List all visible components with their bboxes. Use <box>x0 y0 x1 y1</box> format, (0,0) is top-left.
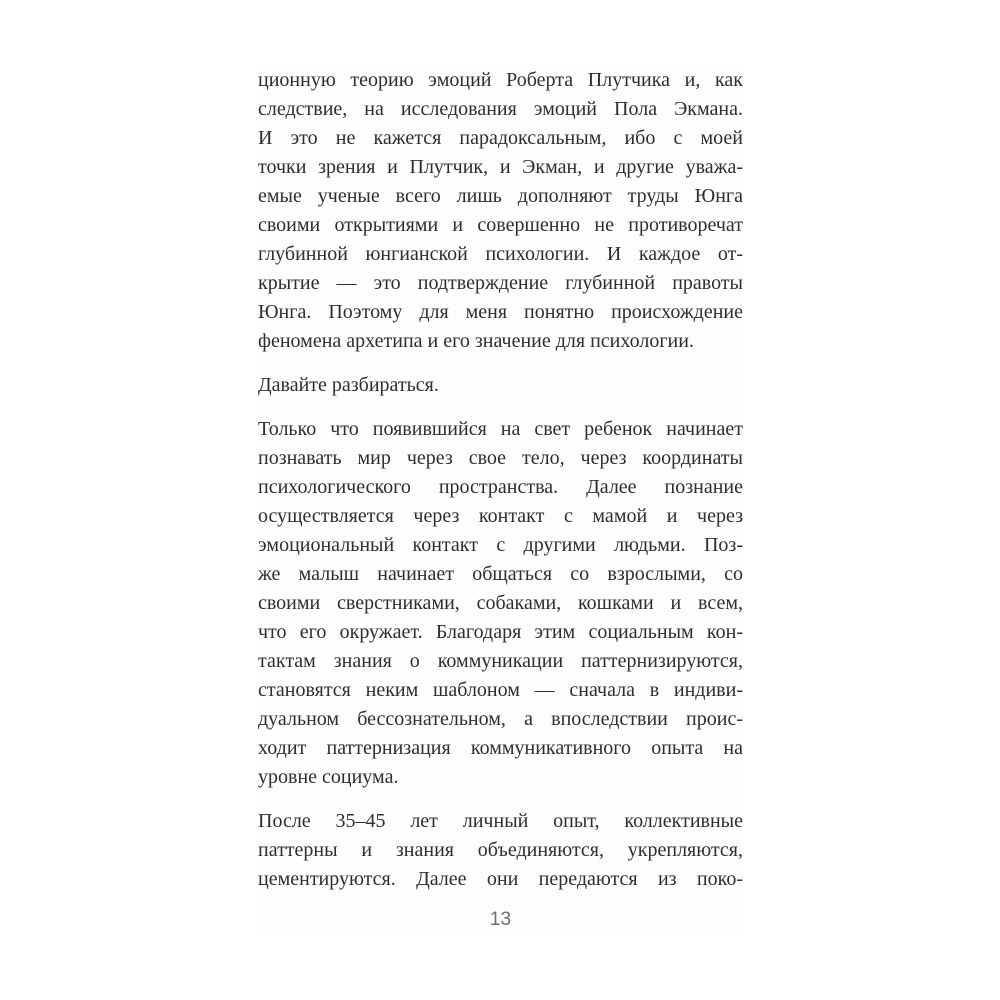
text-line: Только что появившийся на свет ребенок начинает <box>258 418 743 440</box>
paragraph <box>258 371 743 400</box>
text-line: емые ученые всего лишь дополняют труды Юнга <box>258 185 743 207</box>
text-line: И это не кажется парадоксальным, ибо с моей <box>258 127 743 149</box>
text-line: эмоциональный контакт с другими людьми. Поз- <box>258 534 743 556</box>
book-page <box>258 69 743 931</box>
text-line: ходит паттернизация коммуникативного опыта на <box>258 737 743 759</box>
text-line: дуальном бессознательном, а впоследствии проис- <box>258 708 743 730</box>
text-line: Давайте разбираться. <box>258 374 439 396</box>
text-line: уровне социума. <box>258 766 399 788</box>
text-line: своими сверстниками, собаками, кошками и всем, <box>258 592 743 614</box>
text-line: цементируются. Далее они передаются из поко- <box>258 868 743 890</box>
text-line: точки зрения и Плутчик, и Экман, и другие уважа- <box>258 156 743 178</box>
text-line: осуществляется через контакт с мамой и через <box>258 505 743 527</box>
text-line: Юнга. Поэтому для меня понятно происхождение <box>258 301 743 323</box>
text-line: феномена архетипа и его значение для психологии. <box>258 330 694 352</box>
text-line: же малыш начинает общаться со взрослыми, со <box>258 563 743 585</box>
page-text <box>258 66 743 894</box>
text-line: глубинной юнгианской психологии. И каждое от- <box>258 243 743 265</box>
text-line: познавать мир через свое тело, через координаты <box>258 447 743 469</box>
text-line: психологического пространства. Далее познание <box>258 476 743 498</box>
text-line: своими открытиями и совершенно не противоречат <box>258 214 743 236</box>
paragraph <box>258 807 743 894</box>
text-line: паттерны и знания объединяются, укрепляются, <box>258 839 743 861</box>
text-line: крытие — это подтверждение глубинной правоты <box>258 272 743 294</box>
paragraph <box>258 66 743 356</box>
text-line: что его окружает. Благодаря этим социальным кон- <box>258 621 743 643</box>
page-number: 13 <box>489 909 512 930</box>
text-line: После 35–45 лет личный опыт, коллективные <box>258 810 743 832</box>
text-line: следствие, на исследования эмоций Пола Экмана. <box>258 98 743 120</box>
text-line: становятся неким шаблоном — сначала в индиви- <box>258 679 743 701</box>
paragraph <box>258 415 743 792</box>
text-line: тактам знания о коммуникации паттернизируются, <box>258 650 743 672</box>
text-line: ционную теорию эмоций Роберта Плутчика и, как <box>258 69 743 91</box>
